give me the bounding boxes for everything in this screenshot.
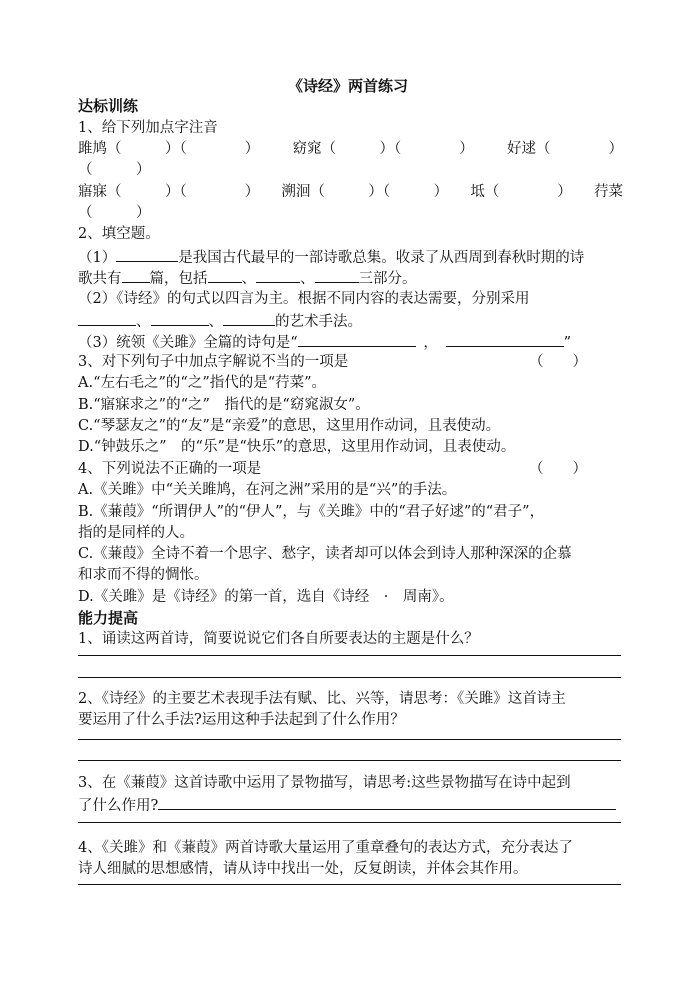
q1-row2-continued: （ ） (78, 205, 151, 221)
q2-text: 篇，包括 (149, 271, 208, 287)
q2-text: ” (563, 335, 572, 351)
answer-line[interactable] (78, 655, 621, 656)
blank-line[interactable] (446, 331, 564, 347)
q2-line3: （2）《诗经》的句式以四言为主。根据不同内容的表达需要，分别采用 (78, 291, 530, 307)
blank-line[interactable] (223, 310, 275, 326)
q2-line4 (78, 310, 623, 332)
q2-line5 (78, 331, 623, 353)
q3-option-a: A.“左右毛之”的“之”指代的是“荇菜”。 (78, 375, 327, 391)
q4-option-d: D.《关雎》是《诗经》的第一首，选自《诗经 · 周南》。 (78, 589, 454, 605)
q1-item-wumei: 寤寐（ ）（ ） (78, 184, 260, 200)
q4-option-c: C.《蒹葭》全诗不着一个思字、愁字，读者却可以体会到诗人那种深深的企慕 (78, 546, 572, 562)
q1-item-jujiu: 雎鸠（ ）（ ） (78, 141, 260, 157)
q4-option-b: B.《蒹葭》“所谓伊人”的“伊人”，与《关雎》中的“君子好逑”的“君子”， (78, 504, 545, 520)
answer-paren[interactable]: （ ） (529, 461, 587, 477)
section-heading-practice: 达标训练 (78, 97, 139, 115)
q2-text: 、 (136, 314, 151, 330)
blank-line[interactable] (116, 246, 178, 262)
q1-item-xingcai: 荇菜 (593, 184, 623, 200)
section-heading-ability: 能力提高 (78, 609, 139, 627)
s2-q2-line2: 要运用了什么手法?运用这种手法起到了什么作用？ (78, 712, 405, 728)
q1-prompt: 1、给下列加点字注音 (78, 120, 218, 136)
blank-line[interactable] (298, 331, 416, 347)
s2-q3-line2 (78, 794, 623, 816)
q2-text: 三部分。 (358, 271, 417, 287)
q2-text: 、 (300, 271, 315, 287)
q2-text: （3）统领《关雎》全篇的诗句是“ (78, 335, 298, 351)
answer-line[interactable] (78, 822, 621, 823)
q2-sub1-label: （1） (78, 250, 117, 266)
q3-option-c: C.“琴瑟友之”的“友”是“亲爱”的意思，这里用作动词，且表使动。 (78, 418, 501, 434)
answer-paren[interactable]: （ ） (529, 354, 587, 370)
answer-line[interactable] (78, 739, 621, 740)
blank-line[interactable] (256, 267, 300, 283)
blank-line[interactable] (78, 310, 136, 326)
q4-option-a: A.《关雎》中“关关雎鸠，在河之洲”采用的是“兴”的手法。 (78, 482, 457, 498)
q2-text: ， (423, 335, 438, 351)
answer-line[interactable] (78, 760, 621, 761)
blank-line[interactable] (151, 310, 209, 326)
q2-prompt: 2、填空题。 (78, 226, 160, 242)
s2-q1: 1、诵读这两首诗，简要说说它们各自所要表达的主题是什么？ (78, 631, 479, 647)
blank-line[interactable] (208, 267, 242, 283)
q2-text: 歌共有 (78, 271, 122, 287)
q4-prompt (78, 459, 623, 479)
q1-row2 (78, 182, 623, 202)
blank-line[interactable] (122, 267, 150, 283)
q1-item-suhui: 溯洄（ ）（ ） (281, 184, 449, 200)
q2-text: 、 (241, 271, 256, 287)
s2-q4-line1: 4、《关雎》和《蒹葭》两首诗歌大量运用了重章叠句的表达方式，充分表达了 (78, 840, 573, 856)
q2-text: 的艺术手法。 (275, 314, 362, 330)
q3-option-d: D.“钟鼓乐之” 的“乐”是“快乐”的意思，这里用作动词，且表使动。 (78, 439, 516, 455)
q4-prompt-text: 4、下列说法不正确的一项是 (78, 461, 262, 477)
q2-sub1-text: 是我国古代最早的一部诗歌总集。收录了从西周到春秋时期的诗 (178, 250, 585, 266)
answer-blank[interactable] (158, 794, 616, 810)
q3-prompt-text: 3、对下列句子中加点字解说不当的一项是 (78, 354, 349, 370)
q3-option-b: B.“寤寐求之”的“之” 指代的是“窈窕淑女”。 (78, 397, 370, 413)
answer-line[interactable] (78, 884, 621, 885)
q2-line1 (78, 246, 623, 268)
q1-row1 (78, 139, 623, 159)
answer-line[interactable] (78, 677, 621, 678)
q4-option-c-cont: 和求而不得的惆怅。 (78, 567, 209, 583)
q1-item-chi: 坻（ ） (470, 184, 572, 200)
s2-q4-line2: 诗人细腻的思想感情，请从诗中找出一处，反复朗读，并体会其作用。 (78, 861, 528, 877)
s2-q2-line1: 2、《诗经》的主要艺术表现手法有赋、比、兴等，请思考：《关雎》这首诗主 (78, 691, 566, 707)
page-title: 《诗经》两首练习 (287, 77, 408, 95)
q4-option-b-cont: 指的是同样的人。 (78, 525, 194, 541)
q1-item-yaotiao: 窈窕（ ）（ ） (292, 141, 474, 157)
s2-q3-line1: 3、在《蒹葭》这首诗歌中运用了景物描写，请思考:这些景物描写在诗中起到 (78, 775, 571, 791)
s2-q3-text: 了什么作用? (78, 798, 159, 814)
q1-row1-continued: （ ） (78, 162, 151, 178)
q1-item-haoqiu: 好逑（ ） (507, 141, 623, 157)
q2-text: 、 (208, 314, 223, 330)
q3-prompt (78, 352, 623, 372)
blank-line[interactable] (315, 267, 359, 283)
q2-line2 (78, 267, 623, 289)
